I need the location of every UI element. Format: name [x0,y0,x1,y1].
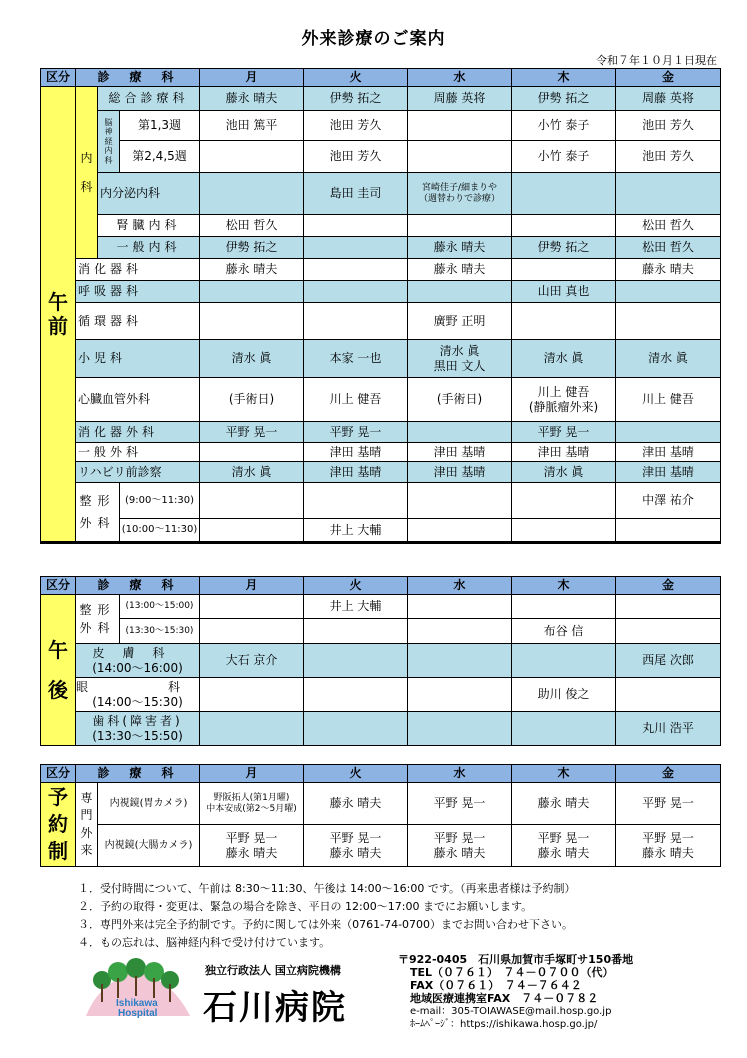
cell [512,173,616,215]
cell: 平野 晃一 [512,422,616,443]
cell [616,519,721,543]
cell: 大石 京介 [200,644,304,678]
as-of-date: 令和７年１０月１日現在 [596,54,717,67]
label-junkan: 循環器科 [76,303,200,340]
notes [78,880,575,952]
row-ippan-nai [41,237,721,259]
label-shoka-ge: 消化器外科 [76,422,200,443]
cell [408,281,512,303]
day-header-fri: 金 [616,69,721,87]
label-shoka: 消化器科 [76,259,200,281]
cell: 清水 眞 [616,340,721,378]
cell: 平野 晃一 藤永 晴夫 [200,825,304,867]
cell [304,237,408,259]
organization-name: 独立行政法人 国立病院機構 [205,964,341,977]
cell [512,519,616,543]
cell: 清水 眞 [512,340,616,378]
reservation-schedule-table [40,764,721,867]
day-header-mon: 月 [200,577,304,595]
label-shika: 歯科(障害者) (13:30～15:50) [76,712,200,746]
cell: 津田 基晴 [408,462,512,483]
cell-endoscope-mon: 野阪拓人(第1月曜) 中本安成(第2～5月曜) [200,783,304,825]
row-kokyu [41,281,721,303]
label-kokyu: 呼吸器科 [76,281,200,303]
liaison-fax: 地域医療連携室FAX ７４－０７８２ [410,992,599,1005]
row-ganka [41,678,721,712]
note-item: ３．専門外来は完全予約制です。予約に関しては外来（0761-74-0700）までお問い合わせ下さい。 [78,918,574,931]
note-item: １．受付時間について、午前は 8:30～11:30、午後は 14:00～16:00 です。（再来患者様は予約制） [78,882,576,895]
row-jinzo [41,215,721,237]
cell [304,281,408,303]
cell: 西尾 次郎 [616,644,721,678]
time-seikei-am-1: (9:00～11:30) [120,483,200,519]
cell: 本家 一也 [304,340,408,378]
cell: 清水 眞 [200,462,304,483]
row-shika [41,712,721,746]
cell: 藤永 晴夫 [408,237,512,259]
cell: 川上 健吾 [616,378,721,422]
note-item: ４．もの忘れは、脳神経内科で受け付けています。 [78,936,331,949]
cell: 藤永 晴夫 [304,783,408,825]
cell [304,712,408,746]
cell [408,619,512,644]
cell-naibun-wed: 宮崎佳子/細まりや （週替わりで診療） [408,173,512,215]
cell: 小竹 泰子 [512,141,616,173]
cell [512,712,616,746]
cell: 助川 俊之 [512,678,616,712]
cell [200,519,304,543]
cell: 藤永 晴夫 [200,87,304,111]
cell: 松田 哲久 [200,215,304,237]
cell [200,303,304,340]
cell: 津田 基晴 [616,443,721,462]
cell: 清水 眞 [512,462,616,483]
cell: 池田 芳久 [304,111,408,141]
cell [408,215,512,237]
day-header-thu: 木 [512,765,616,783]
row-naibun [41,173,721,215]
day-header-tue: 火 [304,577,408,595]
cell [200,483,304,519]
cell: 川上 健吾 [304,378,408,422]
cell: 藤永 晴夫 [616,259,721,281]
cell: 廣野 正明 [408,303,512,340]
naika-small-label: 脳神経内科 [98,111,120,173]
day-header-thu: 木 [512,69,616,87]
label-ippan-ge: 一般外科 [76,443,200,462]
fax: FAX（０７６１） ７４－７６４２ [410,979,582,992]
cell: (手術日) [408,378,512,422]
naika-label: 内科 [76,87,98,259]
cell [200,443,304,462]
cell: 津田 基晴 [616,462,721,483]
cell: 藤永 晴夫 [200,259,304,281]
row-hifu [41,644,721,678]
cell: 津田 基晴 [304,443,408,462]
cell-shinzo-thu: 川上 健吾 (静脈瘤外来) [512,378,616,422]
label-rihabiri: リハビリ前診察 [76,462,200,483]
cell: 平野 晃一 藤永 晴夫 [512,825,616,867]
pm-label: 午後 [41,595,76,746]
am-schedule-table [40,68,721,544]
ka-header: 診 療 科 [76,577,200,595]
cell: 津田 基晴 [512,443,616,462]
cell: 井上 大輔 [304,595,408,619]
cell-shoni-wed: 清水 眞 黒田 文人 [408,340,512,378]
cell: 平野 晃一 [616,783,721,825]
cell [200,281,304,303]
hospital-name: 石川病院 [203,988,347,1028]
cell [616,173,721,215]
cell: 島田 圭司 [304,173,408,215]
row-shoka [41,259,721,281]
cell [408,644,512,678]
cell [200,595,304,619]
cell: 布谷 信 [512,619,616,644]
cell [616,303,721,340]
cell: 平野 晃一 藤永 晴夫 [408,825,512,867]
cell: 藤永 晴夫 [408,259,512,281]
cell [408,712,512,746]
kubun-header: 区分 [41,765,76,783]
row-rihabiri [41,462,721,483]
time-seikei-am-2: (10:00～11:30) [120,519,200,543]
am-header-row [41,69,721,87]
cell [616,281,721,303]
cell [512,483,616,519]
cell [616,678,721,712]
cell [304,483,408,519]
cell [408,141,512,173]
day-header-mon: 月 [200,765,304,783]
cell [616,619,721,644]
cell [304,619,408,644]
row-endoscope-colon [41,825,721,867]
cell [304,303,408,340]
ka-header: 診 療 科 [76,765,200,783]
cell: 清水 眞 [200,340,304,378]
hospital-logo [80,958,195,1020]
cell [512,303,616,340]
day-header-wed: 水 [408,69,512,87]
day-header-wed: 水 [408,577,512,595]
time-seikei-pm-2: (13:30～15:30) [120,619,200,644]
cell: 周藤 英将 [408,87,512,111]
cell [512,644,616,678]
senmon-label: 専門外来 [76,783,98,867]
row-seikei-pm-1 [41,595,721,619]
cell [408,483,512,519]
row-junkan [41,303,721,340]
cell: 伊勢 拓之 [304,87,408,111]
address: 〒922-0405 石川県加賀市手塚町サ150番地 [398,953,634,966]
cell: 池田 篤平 [200,111,304,141]
day-header-fri: 金 [616,765,721,783]
cell [408,678,512,712]
cell [408,595,512,619]
row-endoscope-stomach [41,783,721,825]
row-ippan-ge [41,443,721,462]
cell [200,173,304,215]
cell [512,595,616,619]
label-seikei-pm: 整形 外科 [76,595,120,644]
day-header-fri: 金 [616,577,721,595]
label-nou2: 第2,4,5週 [120,141,200,173]
cell: 松田 哲久 [616,237,721,259]
label-nou1: 第1,3週 [120,111,200,141]
day-header-tue: 火 [304,765,408,783]
label-shinzo: 心臓血管外科 [76,378,200,422]
cell: 平野 晃一 [200,422,304,443]
cell: 井上 大輔 [304,519,408,543]
cell [408,422,512,443]
kubun-header: 区分 [41,577,76,595]
row-shoni [41,340,721,378]
am-label: 午前 [41,87,76,543]
cell: 池田 芳久 [304,141,408,173]
cell: 伊勢 拓之 [512,87,616,111]
cell [408,519,512,543]
row-seikei-am-2 [41,519,721,543]
day-header-thu: 木 [512,577,616,595]
cell: 周藤 英将 [616,87,721,111]
cell [304,678,408,712]
tel: TEL（０７６１） ７４－０７００（代） [410,966,614,979]
kubun-header: 区分 [41,69,76,87]
note-item: ２．予約の取得・変更は、緊急の場合を除き、平日の 12:00～17:00 までにお願いします。 [78,900,533,913]
cell [304,644,408,678]
pm-header-row [41,577,721,595]
label-ippan-nai: 一般内科 [98,237,200,259]
cell: 平野 晃一 [408,783,512,825]
cell [616,422,721,443]
cell: 伊勢 拓之 [512,237,616,259]
logo-text-line2: Hospital [118,1008,158,1019]
cell [616,595,721,619]
row-sogo [41,87,721,111]
label-endoscope-colon: 内視鏡(大腸カメラ) [98,825,200,867]
cell: 津田 基晴 [408,443,512,462]
label-naibun: 内分泌内科 [98,173,200,215]
cell [512,259,616,281]
cell [200,141,304,173]
cell: 丸川 浩平 [616,712,721,746]
time-seikei-pm-1: (13:00～15:00) [120,595,200,619]
day-header-wed: 水 [408,765,512,783]
row-shinzo [41,378,721,422]
cell [304,259,408,281]
row-shoka-ge [41,422,721,443]
cell [200,619,304,644]
cell: 津田 基晴 [304,462,408,483]
label-seikei-am: 整形 外科 [76,483,120,543]
cell: 平野 晃一 藤永 晴夫 [304,825,408,867]
row-nou1 [41,111,721,141]
cell: 池田 芳久 [616,111,721,141]
label-endoscope-stomach: 内視鏡(胃カメラ) [98,783,200,825]
label-shoni: 小児科 [76,340,200,378]
email-link[interactable]: e-mail：305-TOIAWASE@mail.hosp.go.jp [410,1006,612,1017]
row-seikei-pm-2 [41,619,721,644]
reservation-label: 予約制 [41,783,76,867]
cell: 平野 晃一 [304,422,408,443]
page-title: 外来診療のご案内 [301,29,446,49]
cell: 中澤 祐介 [616,483,721,519]
cell: 山田 真也 [512,281,616,303]
logo-text-line1: Ishikawa [116,998,158,1009]
cell: 平野 晃一 藤永 晴夫 [616,825,721,867]
ka-header: 診 療 科 [76,69,200,87]
label-ganka: 眼科 (14:00～15:30) [76,678,200,712]
cell [408,111,512,141]
cell: 小竹 泰子 [512,111,616,141]
cell: 池田 芳久 [616,141,721,173]
day-header-tue: 火 [304,69,408,87]
row-nou2 [41,141,721,173]
cell [304,215,408,237]
cell: 松田 哲久 [616,215,721,237]
cell: 伊勢 拓之 [200,237,304,259]
reservation-header-row [41,765,721,783]
contact-info [398,953,633,1031]
label-jinzo: 腎臓内科 [98,215,200,237]
cell: (手術日) [200,378,304,422]
pm-schedule-table [40,576,721,746]
row-seikei-am-1 [41,483,721,519]
label-hifu: 皮膚科 (14:00～16:00) [76,644,200,678]
day-header-mon: 月 [200,69,304,87]
homepage-link[interactable]: ﾎｰﾑﾍﾟｰｼﾞ：https://ishikawa.hosp.go.jp/ [410,1019,598,1030]
label-sogo: 総合診療科 [98,87,200,111]
cell [512,215,616,237]
cell: 藤永 晴夫 [512,783,616,825]
cell [200,712,304,746]
